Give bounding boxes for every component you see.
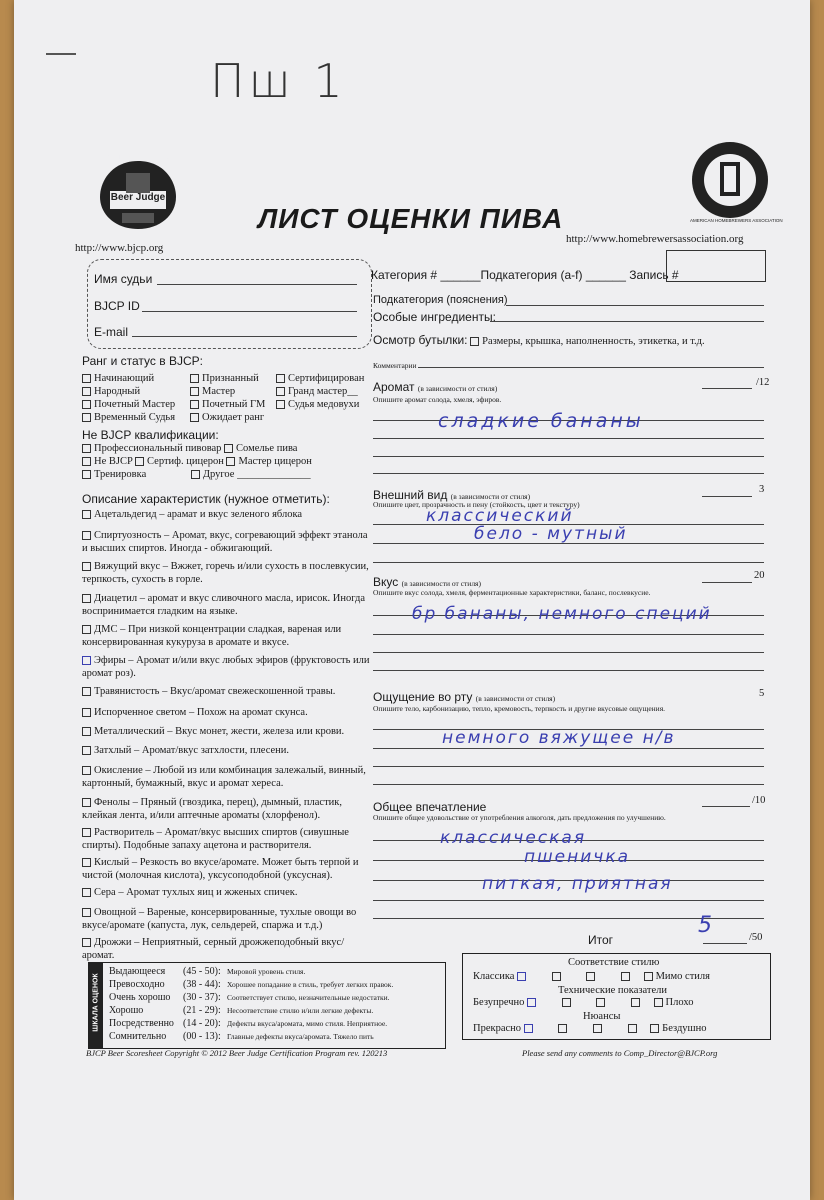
descriptor-item (82, 764, 370, 790)
bottle-desc: Размеры, крышка, наполненность, этикетка, и т.д. (482, 336, 705, 347)
flavor-line[interactable] (373, 652, 764, 653)
descriptor-item (82, 826, 370, 852)
descriptor-item (82, 796, 370, 822)
scale-row-desc: Мировой уровень стиля. (227, 967, 306, 976)
descriptor-item (82, 725, 370, 738)
aroma-line[interactable] (373, 438, 764, 439)
descriptor-name: Диацетил (94, 593, 138, 604)
mouthfeel-handwriting: немного вяжущее н/в (442, 728, 676, 748)
qual-checkbox[interactable] (191, 470, 200, 479)
scale-row-range: (14 - 20): (183, 1018, 221, 1029)
rank-option: Признанный (202, 373, 259, 384)
aroma-handwriting: сладкие бананы (438, 410, 644, 432)
total-label: Итог (588, 933, 614, 947)
rank-heading: Ранг и статус в BJCP: (82, 354, 203, 368)
descriptor-item (82, 654, 370, 680)
rank-checkbox[interactable] (190, 400, 199, 409)
flavor-section (373, 575, 481, 589)
descriptor-name: Эфиры (94, 655, 126, 666)
descriptor-text: – Аромат/вкус затхлости, плесени. (131, 745, 290, 756)
scale-row-range: (00 - 13): (183, 1031, 221, 1042)
page-title: ЛИСТ ОЦЕНКИ ПИВА (258, 203, 564, 234)
descriptor-text: – аромат и вкус сливочного масла, ирисок. Иногда воспринимается гладким на языке. (82, 593, 365, 617)
flavor-line[interactable] (373, 634, 764, 635)
scale-row-desc: Дефекты вкуса/аромата, мимо стиля. Неприятное. (227, 1019, 388, 1028)
overall-title: Общее впечатление (373, 800, 487, 814)
tech-checkbox[interactable] (562, 998, 571, 1007)
rank-option: Временный Судья (94, 412, 176, 423)
descriptor-checkbox[interactable] (82, 531, 91, 540)
qual-checkbox[interactable] (135, 457, 144, 466)
flawless-label: Безупречно (473, 997, 525, 1008)
overall-handwriting-1: классическая (440, 828, 587, 848)
comments-field[interactable] (418, 367, 764, 368)
descriptor-text: – Аромат/вкус высших спиртов (сивушные спирты). Подобные запаху ацетона и растворителя. (82, 827, 349, 851)
descriptor-name: Овощной (94, 907, 137, 918)
aroma-line[interactable] (373, 473, 764, 474)
descriptor-name: Кислый (94, 857, 130, 868)
mouthfeel-desc: Опишите тело, карбонизацию, тепло, кремовость, терпкость и другие вкусовые ощущения. (373, 704, 666, 713)
descriptor-checkbox[interactable] (82, 828, 91, 837)
classic-label: Классика (473, 971, 515, 982)
descriptor-text: – Пряный (гвоздика, перец), дымный, пластик, клейкая лента, и/или аптечные ароматы (хлорфенол). (82, 797, 343, 821)
appearance-title: Внешний вид (373, 488, 448, 502)
descriptor-item (82, 856, 370, 882)
flavor-desc: Опишите вкус солода, хмеля, ферментационные характеристики, баланс, послевкусие. (373, 588, 651, 597)
descriptor-text: – При низкой концентрации сладкая, вареная или консервированная кукуруза в аромате и вкусе. (82, 624, 342, 648)
footer-copyright: BJCP Beer Scoresheet Copyright © 2012 Beer Judge Certification Program rev. 120213 (86, 1048, 388, 1058)
scale-side-bar (89, 963, 103, 1048)
descriptor-checkbox[interactable] (82, 888, 91, 897)
bjcp-id-label: BJCP ID (94, 299, 140, 313)
scale-row-desc: Хорошее попадание в стиль, требует легких правок. (227, 980, 394, 989)
descriptor-name: Испорченное светом (94, 707, 187, 718)
qual-checkbox[interactable] (224, 444, 233, 453)
descriptor-item (82, 744, 370, 757)
descriptor-item (82, 906, 370, 932)
descriptor-text: – Вареные, консервированные, тухлые овощи во вкусе/аромате (капуста, лук, сельдерей, спаржа и т.д.) (82, 907, 357, 931)
total-score-field[interactable] (703, 943, 747, 944)
descriptor-checkbox[interactable] (82, 656, 91, 665)
descriptor-item (82, 592, 370, 618)
qual-option: Тренировка (94, 469, 147, 480)
rank-col-2 (190, 372, 265, 424)
style-checkbox[interactable] (586, 972, 595, 981)
aroma-line[interactable] (373, 456, 764, 457)
descriptor-checkbox[interactable] (82, 562, 91, 571)
descriptor-checkbox[interactable] (82, 708, 91, 717)
rank-checkbox[interactable] (276, 387, 285, 396)
scale-row-name: Очень хорошо (109, 992, 171, 1003)
descriptor-text: – Вкус/аромат свежескошенной травы. (159, 686, 336, 697)
flavor-title: Вкус (373, 575, 399, 589)
style-checkbox[interactable] (621, 972, 630, 981)
score-scale-box (88, 962, 446, 1049)
category-label: Категория # (371, 268, 438, 282)
qual-option: Другое (202, 469, 235, 480)
rank-checkbox[interactable] (82, 387, 91, 396)
scale-row-name: Посредственно (109, 1018, 174, 1029)
mouthfeel-line[interactable] (373, 766, 764, 767)
non-bjcp-heading: Не BJCP квалификации: (82, 428, 219, 442)
descriptor-text: – Резкость во вкусе/аромате. Может быть терпой и чистой (молочная кислота), уксусоподобной (уксусная). (82, 857, 359, 881)
email-field[interactable] (132, 336, 357, 337)
descriptor-name: Окисление (94, 765, 143, 776)
mouthfeel-small: (в зависимости от стиля) (475, 694, 556, 703)
appearance-small: (в зависимости от стиля) (450, 492, 531, 501)
handwritten-sample-label: Пш 1 (210, 54, 347, 108)
mouthfeel-max: 5 (759, 688, 765, 699)
qual-option: Мастер цицерон (238, 456, 312, 467)
scale-row (109, 1005, 373, 1016)
descriptor-item (82, 508, 370, 521)
descriptor-name: Ацетальдегид (94, 509, 157, 520)
descriptor-name: Металлический (94, 726, 165, 737)
descriptor-item (82, 886, 370, 899)
descriptor-checkbox[interactable] (82, 766, 91, 775)
subcat-explain-field[interactable] (506, 305, 764, 306)
descriptor-checkbox[interactable] (82, 858, 91, 867)
scale-row-name: Сомнительно (109, 1031, 167, 1042)
scale-row-desc: Несоответствие стилю и/или легкие дефекты. (227, 1006, 374, 1015)
lifeless-label: Бездушно (662, 1023, 707, 1034)
rank-checkbox[interactable] (82, 400, 91, 409)
style-heading: Соответствие стилю (568, 957, 660, 968)
descriptor-item (82, 685, 370, 698)
rank-option: Почетный ГМ (202, 399, 266, 410)
descriptor-name: Фенолы (94, 797, 130, 808)
overall-handwriting-3: питкая, приятная (482, 874, 673, 894)
non-bjcp-options: Профессиональный пивовар Сомелье пива Не BJCP Сертиф. цицерон Мастер цицерон Тренировка Другое ______________ (82, 442, 312, 481)
qual-checkbox[interactable] (226, 457, 235, 466)
flavor-max: 20 (754, 570, 765, 581)
appearance-score-field[interactable] (702, 496, 752, 497)
scale-row (109, 1031, 374, 1042)
aroma-max: /12 (756, 377, 770, 388)
descriptor-checkbox[interactable] (82, 510, 91, 519)
descriptor-checkbox[interactable] (82, 594, 91, 603)
judge-name-field[interactable] (157, 284, 357, 285)
subcategory-label: Подкатегория (a-f) (480, 268, 583, 282)
stylistic-accuracy-box (462, 953, 771, 1040)
qual-option: Профессиональный пивовар (94, 443, 222, 454)
nuance-checkbox[interactable] (558, 1024, 567, 1033)
rank-col-1 (82, 372, 175, 424)
scale-row (109, 979, 393, 990)
comments-label: Комментарии (373, 361, 417, 370)
bjcp-logo-ring: CERTIFICATION PROGRAM (105, 155, 171, 161)
appearance-handwriting-2: бело - мутный (474, 524, 628, 544)
descriptor-checkbox[interactable] (82, 908, 91, 917)
descriptor-name: Травянистость (94, 686, 160, 697)
style-checkbox[interactable] (552, 972, 561, 981)
appearance-desc: Опишите цвет, прозрачность и пену (стойкость, цвет и текстуру) (373, 500, 580, 509)
tech-checkbox[interactable] (527, 998, 536, 1007)
rank-option: Гранд мастер__ (288, 386, 358, 397)
descriptor-text: – Любой из или комбинация залежалый, винный, картонный, бумажный, вкус и аромат хереса. (82, 765, 366, 789)
descriptor-text: – Вкус монет, жести, железа или крови. (164, 726, 345, 737)
style-row (473, 970, 710, 983)
bjcp-id-field[interactable] (142, 311, 357, 312)
tech-heading: Технические показатели (558, 985, 668, 996)
descriptor-checkbox[interactable] (82, 798, 91, 807)
qual-checkbox[interactable] (82, 457, 91, 466)
tech-checkbox[interactable] (631, 998, 640, 1007)
tech-checkbox[interactable] (596, 998, 605, 1007)
bottle-checkbox[interactable] (470, 337, 479, 346)
overall-score-field[interactable] (702, 806, 750, 807)
flavor-handwriting: бр бананы, немного специй (412, 604, 712, 624)
descriptors-heading: Описание характеристик (нужное отметить): (82, 492, 330, 506)
flavor-score-field[interactable] (702, 582, 752, 583)
bottle-label: Осмотр бутылки: (373, 333, 468, 347)
pen-mark (46, 53, 76, 55)
aroma-desc: Опишите аромат солода, хмеля, эфиров. (373, 395, 502, 404)
mouthfeel-line[interactable] (373, 784, 764, 785)
off-style-label: Мимо стиля (655, 971, 710, 982)
scale-row-name: Превосходно (109, 979, 165, 990)
rank-option: Мастер (202, 386, 236, 397)
scale-row-range: (45 - 50): (183, 966, 221, 977)
bottle-row (373, 334, 705, 348)
bjcp-logo-text: Beer Judge (110, 192, 166, 203)
descriptor-checkbox[interactable] (82, 938, 91, 947)
special-ingredients-label: Особые ингредиенты: (373, 310, 496, 324)
mouthfeel-title: Ощущение во рту (373, 690, 473, 704)
nuance-row (473, 1022, 707, 1035)
descriptor-text: – Аромат тухлых яиц и жженых спичек. (115, 887, 298, 898)
bjcp-logo (92, 157, 184, 235)
aha-url[interactable]: http://www.homebrewersassociation.org (566, 233, 744, 245)
descriptor-item (82, 529, 370, 555)
bad-label: Плохо (665, 997, 694, 1008)
flavor-small: (в зависимости от стиля) (401, 579, 482, 588)
qual-option: Сомелье пива (236, 443, 298, 454)
nuance-checkbox[interactable] (593, 1024, 602, 1033)
nuance-heading: Нюансы (583, 1011, 621, 1022)
descriptor-name: ДМС (94, 624, 118, 635)
scale-row-name: Выдающееся (109, 966, 166, 977)
descriptor-name: Вяжущий вкус (94, 561, 161, 572)
descriptor-name: Спиртуозность (94, 530, 162, 541)
email-label: E-mail (94, 325, 129, 339)
bjcp-url[interactable]: http://www.bjcp.org (75, 242, 164, 254)
descriptor-text: – Аромат, вкус, согревающий эффект этанола и высших спиртов. Иногда - обжигающий. (82, 530, 368, 554)
rank-option: Судья медовухи (288, 399, 360, 410)
scale-row-name: Хорошо (109, 1005, 144, 1016)
entry-number-box[interactable] (666, 250, 766, 282)
total-handwriting: 5 (698, 913, 712, 938)
qual-checkbox[interactable] (82, 470, 91, 479)
descriptor-name: Растворитель (94, 827, 155, 838)
scale-row-range: (30 - 37): (183, 992, 221, 1003)
descriptor-checkbox[interactable] (82, 687, 91, 696)
overall-desc: Опишите общее удовольствие от употребления алкоголя, дать предложения по улучшению. (373, 813, 666, 822)
appearance-max: 3 (759, 484, 765, 495)
tech-checkbox[interactable] (654, 998, 663, 1007)
category-row: Категория # ______Подкатегория (a-f) ______ Запись # (371, 268, 679, 282)
scale-row-desc: Соответствует стилю, незначительные недостатки. (227, 993, 390, 1002)
nuance-checkbox[interactable] (524, 1024, 533, 1033)
aha-logo (690, 138, 783, 226)
scale-row (109, 992, 390, 1003)
rank-option: Народный (94, 386, 141, 397)
rank-checkbox[interactable] (190, 413, 199, 422)
rank-checkbox[interactable] (276, 374, 285, 383)
qual-option: Не BJCP (94, 456, 133, 467)
rank-checkbox[interactable] (82, 374, 91, 383)
mouthfeel-line[interactable] (373, 748, 764, 749)
overall-handwriting-2: пшеничка (524, 847, 631, 867)
descriptor-item (82, 706, 370, 719)
descriptor-text: – Неприятный, серный дрожжеподобный вкус/аромат. (82, 937, 345, 961)
descriptor-item (82, 560, 370, 586)
rank-option: Ожидает ранг (202, 412, 265, 423)
scale-row-range: (21 - 29): (183, 1005, 221, 1016)
descriptor-checkbox[interactable] (82, 625, 91, 634)
wonderful-label: Прекрасно (473, 1023, 522, 1034)
descriptor-text: – арамат и вкус зеленого яблока (156, 509, 303, 520)
rank-checkbox[interactable] (190, 387, 199, 396)
scale-side-label: ШКАЛА ОЦЕНОК (92, 973, 100, 1032)
total-max: /50 (749, 932, 763, 943)
descriptor-checkbox[interactable] (82, 746, 91, 755)
scale-row-range: (38 - 44): (183, 979, 221, 990)
judge-name-label: Имя судьи (94, 272, 153, 286)
appearance-handwriting-1: классический (426, 506, 574, 526)
rank-checkbox[interactable] (82, 413, 91, 422)
rank-col-3 (276, 372, 364, 411)
descriptor-item (82, 936, 370, 962)
entry-label: Запись # (629, 268, 679, 282)
appearance-line[interactable] (373, 562, 764, 563)
aroma-score-field[interactable] (702, 388, 752, 389)
tech-row (473, 996, 693, 1009)
aroma-section (373, 380, 497, 394)
descriptor-text: – Вжжет, горечь и/или сухость в послевкусии, терпкость, сухость в горле. (82, 561, 369, 585)
special-ingredients-field[interactable] (490, 321, 764, 322)
descriptor-text: – Похож на аромат скунса. (186, 707, 308, 718)
rank-option: Начинающий (94, 373, 155, 384)
aha-logo-ring: AMERICAN HOMEBREWERS ASSOCIATION (690, 218, 783, 223)
style-checkbox[interactable] (517, 972, 526, 981)
footer-contact: Please send any comments to Comp_Director@BJCP.org (522, 1048, 718, 1058)
overall-max: /10 (752, 795, 766, 806)
descriptor-checkbox[interactable] (82, 727, 91, 736)
descriptor-text: – Аромат и/или вкус любых эфиров (фруктовость или аромат роз). (82, 655, 370, 679)
nuance-checkbox[interactable] (650, 1024, 659, 1033)
qual-option: Сертиф. цицерон (147, 456, 224, 467)
descriptor-name: Затхлый (94, 745, 132, 756)
descriptor-item (82, 623, 370, 649)
scale-row (109, 966, 305, 977)
rank-option: Сертифицирован (288, 373, 365, 384)
qual-checkbox[interactable] (82, 444, 91, 453)
rank-checkbox[interactable] (276, 400, 285, 409)
subcat-explain-label: Подкатегория (пояснения) (373, 294, 508, 306)
aroma-title: Аромат (373, 380, 415, 394)
overall-line[interactable] (373, 900, 764, 901)
aroma-small: (в зависимости от стиля) (417, 384, 498, 393)
rank-checkbox[interactable] (190, 374, 199, 383)
scale-row-desc: Главные дефекты вкуса/аромата. Тяжело пить (227, 1032, 374, 1041)
nuance-checkbox[interactable] (628, 1024, 637, 1033)
descriptor-name: Сера (94, 887, 116, 898)
flavor-line[interactable] (373, 670, 764, 671)
descriptor-name: Дрожжи (94, 937, 132, 948)
rank-option: Почетный Мастер (94, 399, 176, 410)
scale-row (109, 1018, 387, 1029)
mouthfeel-section (373, 690, 555, 704)
style-checkbox[interactable] (644, 972, 653, 981)
scoresheet-paper (14, 0, 810, 1200)
